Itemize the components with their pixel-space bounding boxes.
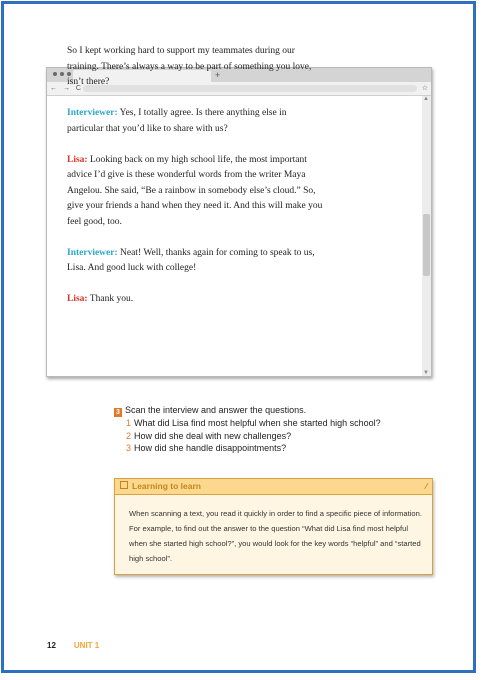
star-icon[interactable]: ☆ [421, 85, 428, 92]
close-dot-icon[interactable] [53, 72, 57, 76]
speaker-label: Interviewer: [67, 108, 118, 118]
page-footer [47, 640, 99, 652]
question-list [114, 417, 434, 455]
exercise [114, 404, 434, 455]
page-number: 12 [47, 641, 56, 650]
speaker-label: Interviewer: [67, 247, 118, 258]
unit-label: UNIT 1 [73, 641, 100, 650]
interview-text [67, 44, 325, 323]
scroll-up-icon[interactable]: ▲ [423, 96, 429, 102]
paragraph: Lisa: Thank you. [67, 294, 134, 304]
scrollbar[interactable] [422, 96, 431, 376]
scroll-down-icon[interactable]: ▼ [423, 370, 429, 376]
speaker-label: Lisa: [67, 294, 88, 304]
list-item: 1 What did Lisa find most helpful when she started high school? [126, 418, 381, 428]
learning-box [114, 478, 433, 575]
navigation-icons[interactable]: ← → C [50, 85, 83, 92]
list-item: 2 How did she deal with new challenges? [126, 430, 292, 441]
checkbox-icon [120, 481, 128, 489]
new-tab-icon[interactable]: + [215, 70, 221, 80]
learning-box-body: When scanning a text, you read it quickly in order to find a specific piece of information. For example, to find out the answer to the question “What did Lisa find most helpful when she started high school?”, you would look for the key words “helpful” and “started high school”. [129, 509, 422, 563]
exercise-instruction: 3 Scan the interview and answer the questions. [114, 404, 434, 417]
scroll-thumb[interactable] [423, 214, 430, 276]
exercise-number-icon: 3 [114, 408, 122, 417]
paragraph: So I kept working hard to support my teammates during our training. There’s always a way to be part of something you love, isn’t there? [67, 46, 312, 87]
paragraph: Lisa: Looking back on my high school life, the most important advice I’d give is these wonderful words from the writer Maya Angelou. She said, “Be a rainbow in somebody else’s cloud.” So, give your friends a hand when they need it. And this will make you feel good, too. [67, 154, 323, 227]
paragraph: Interviewer: Neat! Well, thanks again for coming to speak to us, Lisa. And good luck with college! [67, 247, 315, 273]
paragraph: Interviewer: Yes, I totally agree. Is there anything else in particular that you’d like to share with us? [67, 108, 287, 134]
learning-box-header: Learning to learn ⁄ [115, 479, 432, 495]
pencil-icon: ⁄ [425, 482, 427, 491]
list-item: 3 How did she handle disappointments? [126, 443, 287, 453]
speaker-label: Lisa: [67, 154, 88, 165]
minimize-dot-icon[interactable] [60, 72, 64, 76]
